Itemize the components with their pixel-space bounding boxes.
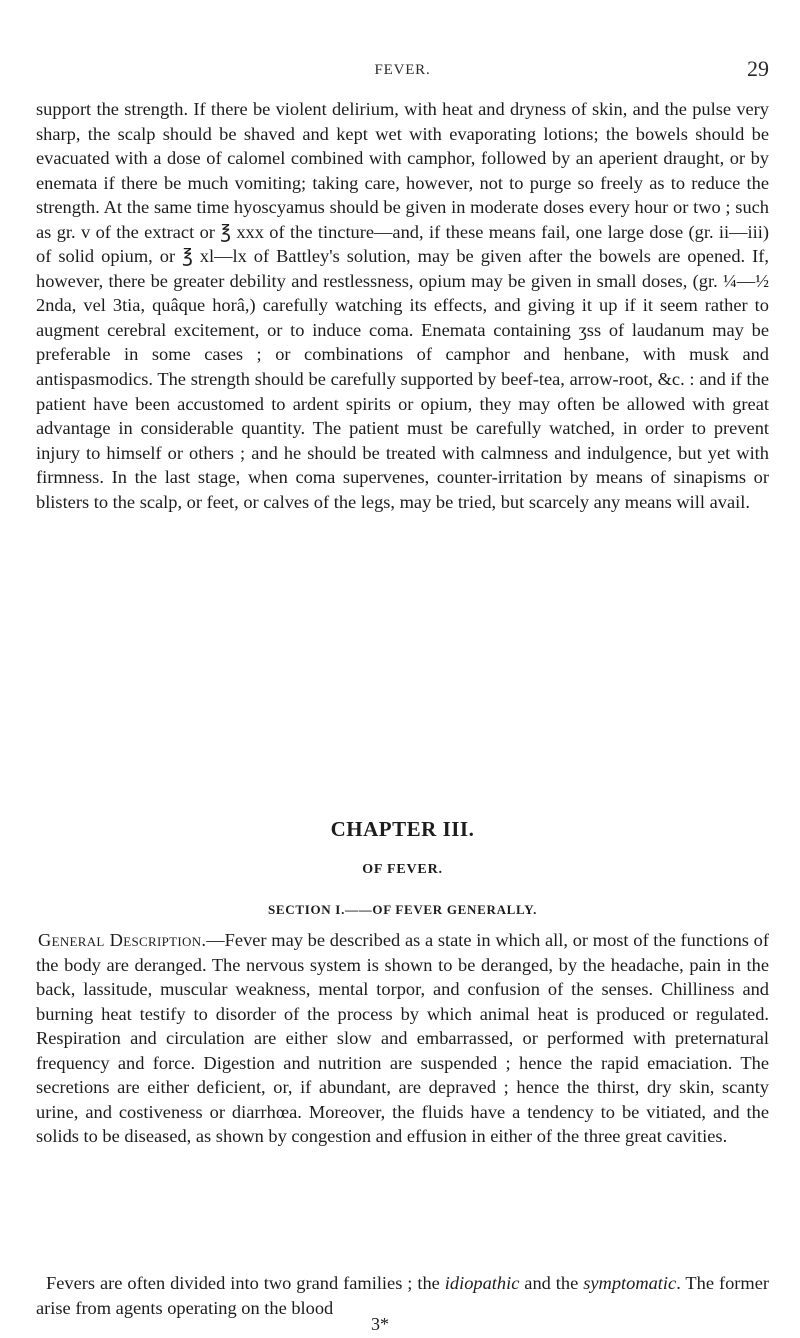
page-number: 29 bbox=[747, 56, 769, 81]
paragraph-lead-in: General Description. bbox=[38, 930, 207, 950]
paragraph-general-description bbox=[36, 928, 769, 1149]
families-text-middle: and the bbox=[519, 1273, 584, 1293]
term-idiopathic: idiopathic bbox=[444, 1273, 520, 1293]
section-heading: SECTION I.——OF FEVER GENERALLY. bbox=[267, 902, 538, 917]
book-page bbox=[36, 0, 769, 1338]
running-title: FEVER. bbox=[374, 62, 431, 78]
paragraph-treatment: support the strength. If there be violent delirium, with heat and dryness of skin, and the pulse very sharp, the scalp should be shaved and kept wet with evaporating lotions; the bowels should be evacuated with a dose of calomel combined with camphor, followed by an aperient draught, or by enemata if there be much vomiting; taking care, however, not to purge so freely as to reduce the strength. At the same time hyoscyamus should be given in moderate doses every hour or two ; such as gr. v of the extract or ℥ xxx of the tincture—and, if these means fail, one large dose (gr. ii—iii) of solid opium, or ℥ xl—lx of Battley's solution, may be given after the bowels are opened. If, however, there be greater debility and restlessness, opium may be given in small doses, (gr. ¼—½ 2nda, vel 3tia, quâque horâ,) carefully watching its effects, and giving it up if it seem rather to augment cerebral excitement, or to induce coma. Enemata containing ʒss of laudanum may be preferable in some cases ; or combinations of camphor and henbane, with musk and antispasmodics. The strength should be carefully supported by beef-tea, arrow-root, &c. : and if the patient have been accustomed to ardent spirits or opium, they may often be allowed with great advantage in considerable quantity. The patient must be carefully watched, in order to prevent injury to himself or others ; and he should be treated with calmness and indulgence, but yet with firmness. In the last stage, when coma supervenes, counter-irritation by means of sinapisms or blisters to the scalp, or feet, or calves of the legs, may be tried, but scarcely any means will avail. bbox=[36, 99, 769, 512]
chapter-subtitle: OF FEVER. bbox=[362, 862, 443, 877]
signature-mark: 3* bbox=[371, 1314, 389, 1334]
paragraph-general-text: —Fever may be described as a state in which all, or most of the functions of the body are deranged. The nervous system is shown to be deranged, by the headache, pain in the back, lassitude, muscular weakness, mental torpor, and confusion of the senses. Chilliness and burning heat testify to disorder of the process by which animal heat is produced or regulated. Respiration and circulation are either slow and embarrassed, or performed with preternatural frequency and force. Digestion and nutrition are suspended ; hence the rapid emaciation. The secretions are either deficient, or, if abundant, are depraved ; hence the thirst, dry skin, scanty urine, and costiveness or diarrhœa. Moreover, the fluids have a tendency to be vitiated, and the solids to be diseased, as shown by congestion and effusion in either of the three great cavities. bbox=[36, 930, 769, 1147]
chapter-heading: CHAPTER III. bbox=[330, 817, 475, 841]
families-text-before: Fevers are often divided into two grand families ; the bbox=[46, 1273, 445, 1293]
paragraph-fever-families bbox=[36, 1271, 769, 1320]
running-head bbox=[36, 56, 769, 80]
families-text-after: . The former arise from agents operating on the blood bbox=[36, 1273, 769, 1318]
term-symptomatic: symptomatic bbox=[583, 1273, 677, 1293]
